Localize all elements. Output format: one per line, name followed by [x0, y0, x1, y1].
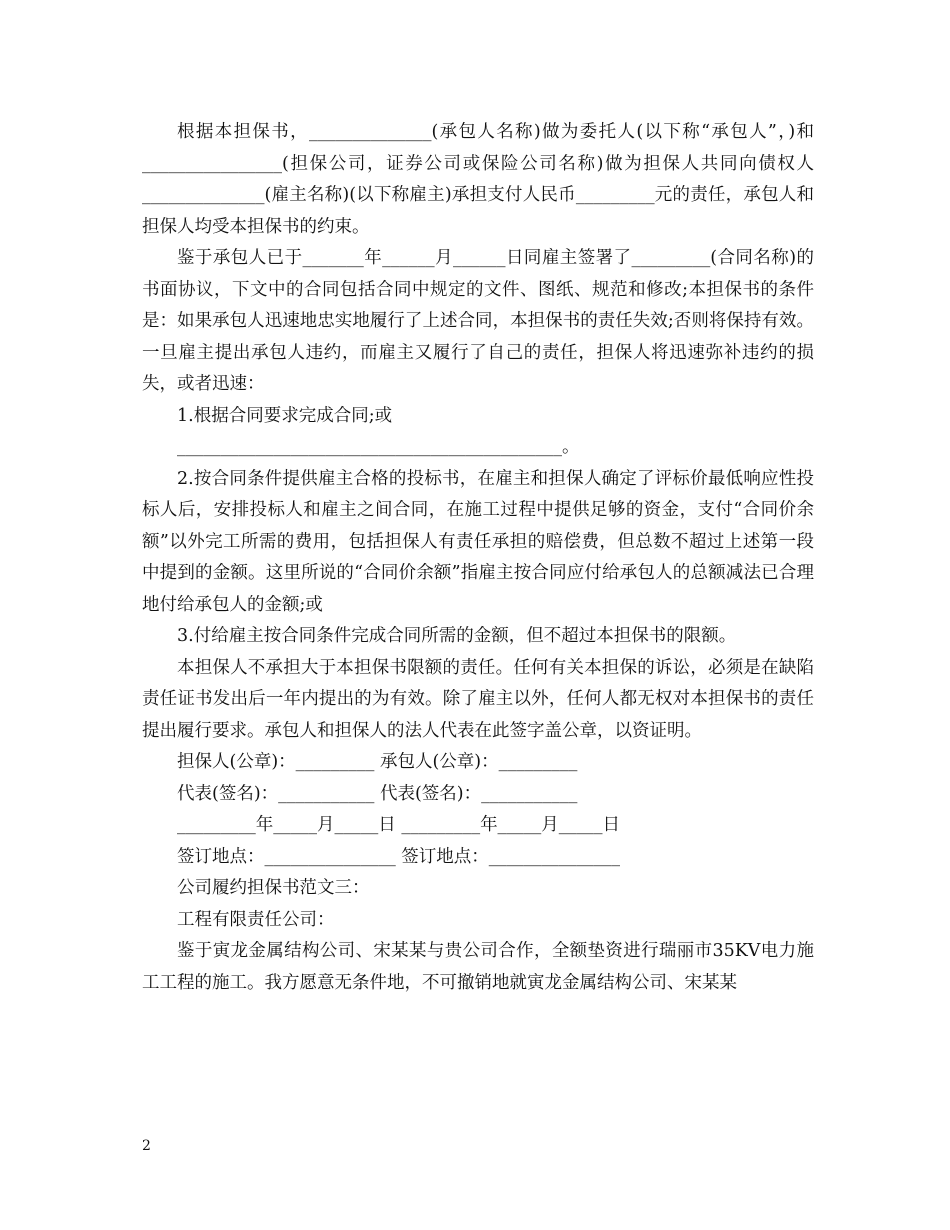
- paragraph-contract-conditions: 鉴于承包人已于_______年______月______日同雇主签署了_________(合同名称)的书面协议，下文中的合同包括合同中规定的文件、图纸、规范和修改;本担保书的条件是：如果承包人迅速地忠实地履行了上述合同，本担保书的责任失效;否则将保持有效。一旦雇主提出承包人违约，而雇主又履行了自己的责任，担保人将迅速弥补违约的损失，或者迅速：: [142, 248, 814, 394]
- signature-location-line: 签订地点：_______________ 签订地点：_______________: [177, 846, 621, 867]
- paragraph-guarantee-parties: 根据本担保书，______________(承包人名称)做为委托人(以下称“承包人”，)和________________(担保公司，证券公司或保险公司名称)做为担保人共同向债权人______________(雇主名称)(以下称雇主)承担支付人民币_________元的责任，承包人和担保人均受本担保书的约束。: [142, 122, 814, 237]
- document-body: [142, 117, 814, 999]
- paragraph-sample-three: 鉴于寅龙金属结构公司、宋某某与贵公司合作，全额垫资进行瑞丽市35KV电力施工工程的施工。我方愿意无条件地，不可撤销地就寅龙金属结构公司、宋某某: [142, 941, 814, 993]
- paragraph-blank-line: ____________________________________________。: [177, 437, 580, 457]
- signature-representative-line: 代表(签名)：___________ 代表(签名)：___________: [177, 783, 578, 804]
- section-heading: 公司履约担保书范文三：: [177, 878, 370, 898]
- paragraph-option-3: 3.付给雇主按合同条件完成合同所需的金额，但不超过本担保书的限额。: [177, 626, 737, 646]
- signature-date-line: _________年_____月_____日 _________年_____月_____日: [177, 815, 621, 835]
- paragraph-option-2: 2.按合同条件提供雇主合格的投标书，在雇主和担保人确定了评标价最低响应性投标人后，安排投标人和雇主之间合同，在施工过程中提供足够的资金，支付“合同价余额”以外完工所需的费用，包括担保人有责任承担的赔偿费，但总数不超过上述第一段中提到的金额。这里所说的“合同价余额”指雇主按合同应付给承包人的总额减法已合理地付给承包人的金额;或: [142, 468, 814, 615]
- addressee: 工程有限责任公司：: [177, 909, 335, 930]
- page-number: 2: [142, 1138, 151, 1154]
- paragraph-liability-limit: 本担保人不承担大于本担保书限额的责任。任何有关本担保的诉讼，必须是在缺陷责任证书发出后一年内提出的为有效。除了雇主以外，任何人都无权对本担保书的责任提出履行要求。承包人和担保人的法人代表在此签字盖公章，以资证明。: [142, 657, 814, 741]
- paragraph-option-1: 1.根据合同要求完成合同;或: [177, 405, 393, 426]
- signature-seal-line: 担保人(公章)：_________ 承包人(公章)：_________: [177, 752, 578, 772]
